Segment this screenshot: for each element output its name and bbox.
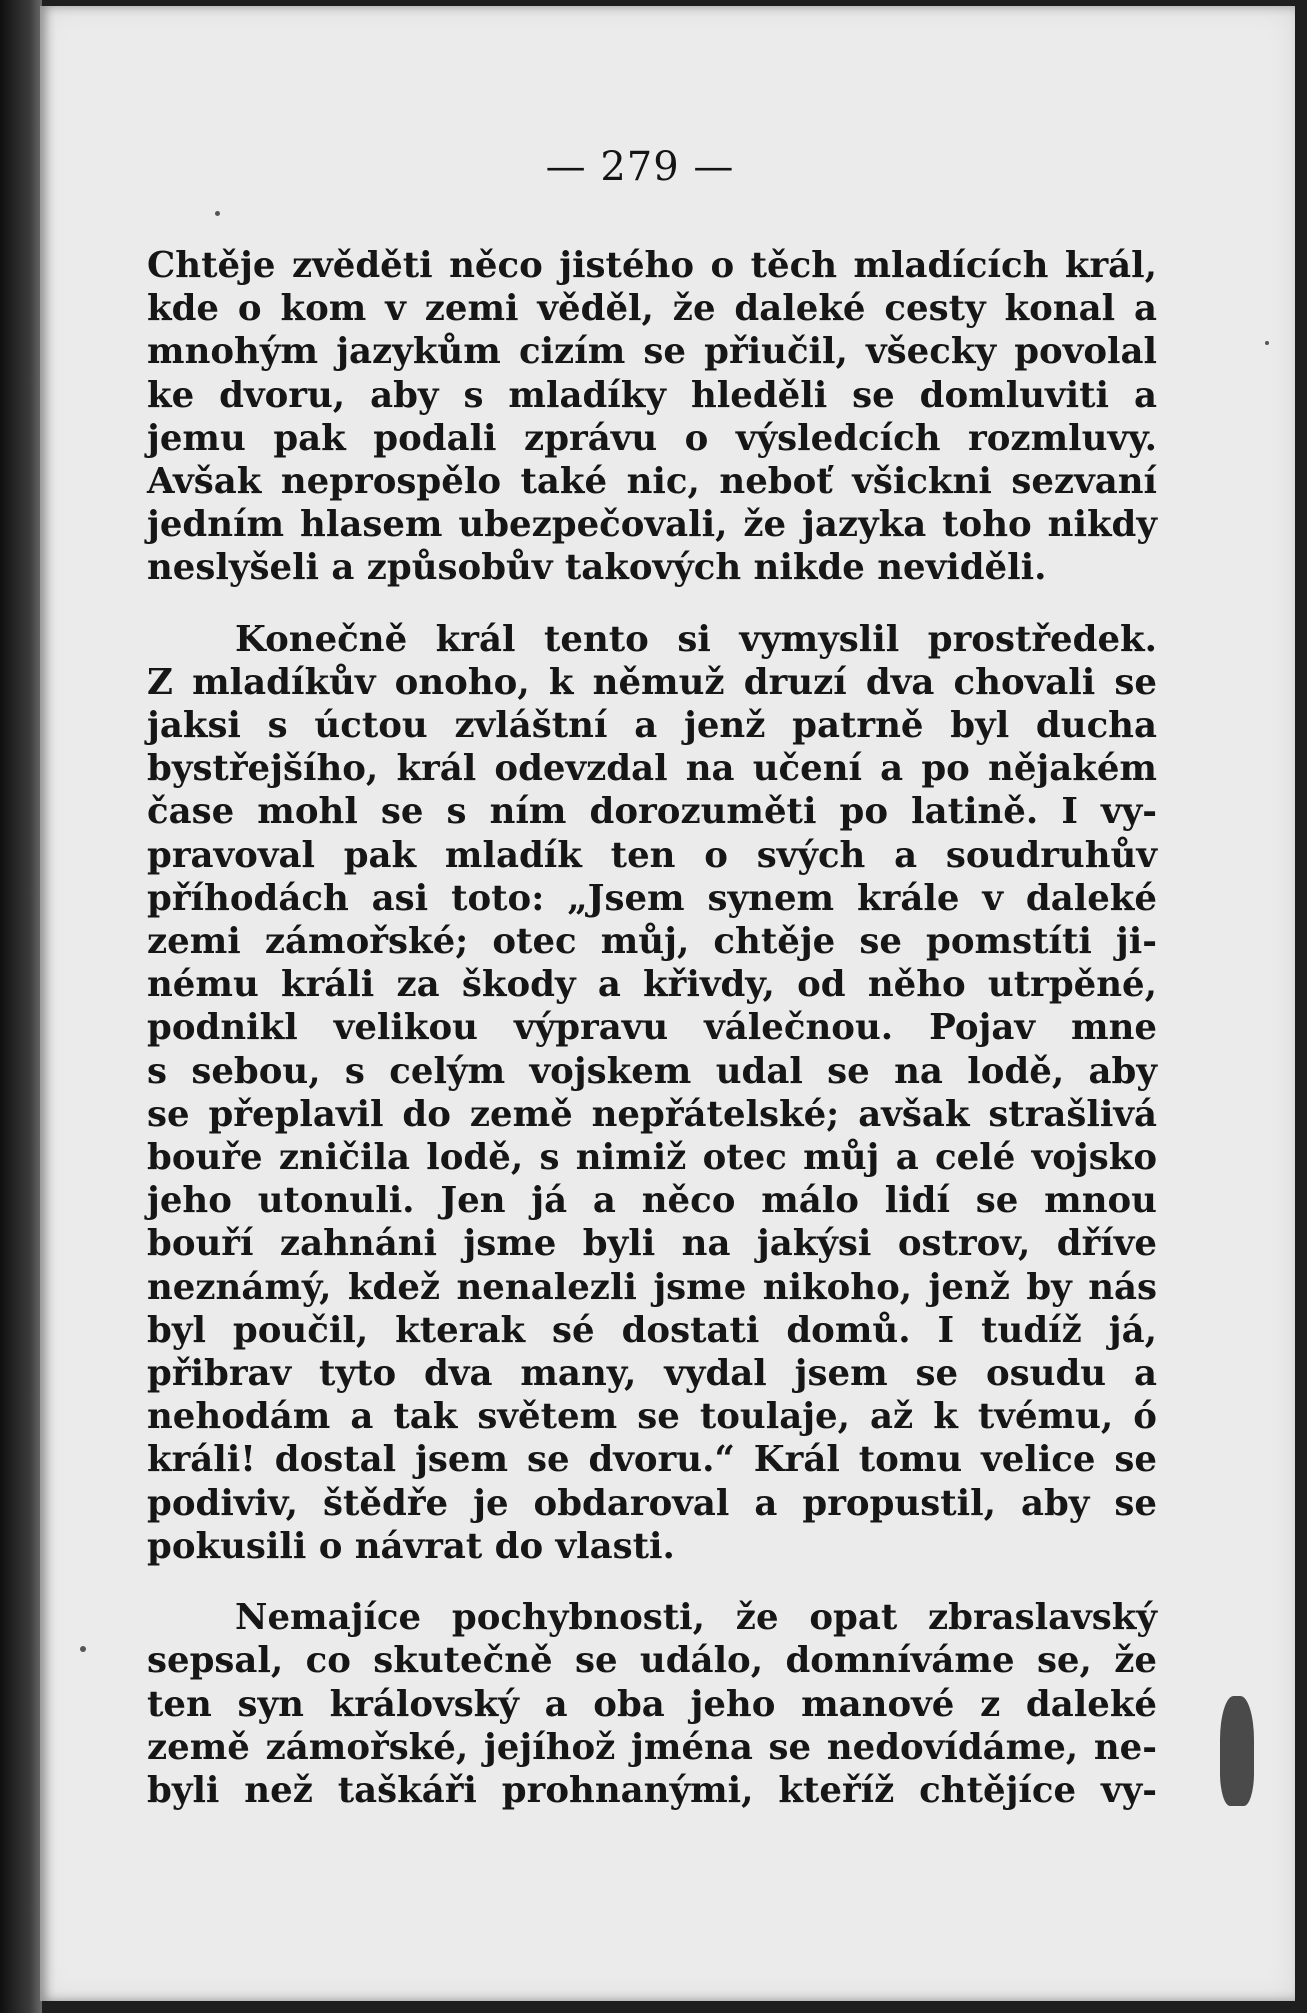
scan-speck [80, 1646, 86, 1652]
text-line: neslyšeli a způsobův takových nikde neviděli. [147, 547, 1047, 589]
book-page [40, 6, 1295, 2001]
text-line: Avšak neprospělo také nic, neboť všickni sezvaní [147, 461, 1157, 503]
scan-speck [1265, 341, 1269, 345]
text-line: čase mohl se s ním dorozuměti po latině. I vy- [147, 791, 1157, 833]
text-line: bystřejšího, král odevzdal na učení a po nějakém [147, 748, 1157, 790]
text-line: Konečně král tento si vymyslil prostředek. [235, 618, 1157, 660]
text-line: neznámý, kdež nenalezli jsme nikoho, jenž by nás [147, 1266, 1157, 1308]
text-line: byl poučil, kterak sé dostati domů. I tudíž já, [147, 1309, 1157, 1351]
text-line: pokusili o návrat do vlasti. [147, 1525, 675, 1567]
text-line: byli než taškáři prohnanými, kteříž chtějíce vy- [147, 1769, 1157, 1811]
text-line: zemi zámořské; otec můj, chtěje se pomstíti ji- [147, 921, 1157, 963]
text-line: jedním hlasem ubezpečovali, že jazyka toho nikdy [147, 504, 1157, 546]
scan-speck [1220, 1696, 1254, 1806]
body-text [147, 244, 1157, 1812]
book-spine-edge [0, 0, 42, 2013]
text-line: bouří zahnáni jsme byli na jakýsi ostrov, dříve [147, 1223, 1157, 1265]
text-line: podiviv, štědře je obdaroval a propustil, aby se [147, 1482, 1157, 1524]
text-line: Z mladíkův onoho, k němuž druzí dva chovali se [147, 661, 1157, 703]
paragraph-3 [147, 1596, 1157, 1812]
text-line: přibrav tyto dva many, vydal jsem se osudu a [147, 1353, 1157, 1395]
text-line: jemu pak podali zprávu o výsledcích rozmluvy. [147, 417, 1157, 459]
text-line: nému králi za škody a křivdy, od něho utrpěné, [147, 964, 1157, 1006]
text-line: s sebou, s celým vojskem udal se na lodě, aby [147, 1050, 1157, 1092]
text-line: země zámořské, jejíhož jména se nedovídáme, ne- [147, 1726, 1157, 1768]
text-line: králi! dostal jsem se dvoru.“ Král tomu velice se [147, 1439, 1157, 1481]
text-line: bouře zničila lodě, s nimiž otec můj a celé vojsko [147, 1137, 1157, 1179]
scan-speck [215, 211, 220, 216]
text-line: příhodách asi toto: „Jsem synem krále v daleké [147, 877, 1157, 919]
text-line: nehodám a tak světem se toulaje, až k tvému, ó [147, 1396, 1157, 1438]
text-line: Chtěje zvěděti něco jistého o těch mladících král, [147, 245, 1157, 286]
text-line: ten syn královský a oba jeho manové z daleké [147, 1683, 1157, 1725]
text-line: jeho utonuli. Jen já a něco málo lidí se mnou [147, 1180, 1157, 1222]
page-number: — 279 — [545, 144, 735, 190]
paragraph-2 [147, 618, 1157, 1568]
text-line: se přeplavil do země nepřátelské; avšak strašlivá [147, 1093, 1157, 1135]
text-line: kde o kom v zemi věděl, že daleké cesty konal a [147, 288, 1157, 330]
paragraph-1 [147, 244, 1157, 590]
text-line: Nemajíce pochybnosti, že opat zbraslavský [235, 1597, 1157, 1639]
text-line: pravoval pak mladík ten o svých a soudruhův [147, 834, 1157, 876]
text-line: podnikl velikou výpravu válečnou. Pojav mne [147, 1007, 1157, 1049]
text-line: mnohým jazykům cizím se přiučil, všecky povolal [147, 331, 1157, 373]
text-line: jaksi s úctou zvláštní a jenž patrně byl ducha [147, 705, 1157, 747]
text-line: sepsal, co skutečně se událo, domníváme se, že [147, 1640, 1157, 1682]
text-line: ke dvoru, aby s mladíky hleděli se domluviti a [147, 374, 1157, 416]
